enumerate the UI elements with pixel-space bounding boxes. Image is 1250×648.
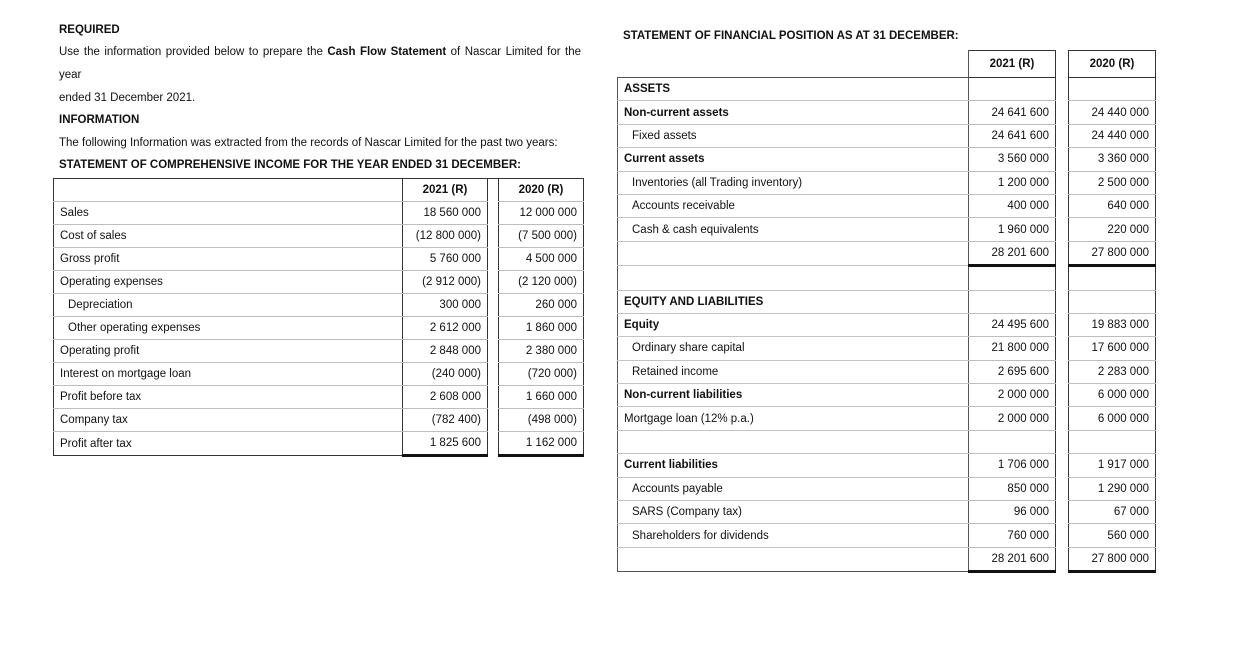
value-2020: (720 000)	[499, 363, 584, 386]
required-heading: REQUIRED	[59, 24, 120, 36]
table-row	[54, 294, 584, 317]
row-label: Ordinary share capital	[618, 337, 969, 360]
table-row	[618, 101, 1156, 124]
value-2020: 1 660 000	[499, 386, 584, 409]
row-label: Profit after tax	[54, 432, 403, 456]
value-2021: (12 800 000)	[403, 225, 488, 248]
row-label: SARS (Company tax)	[618, 501, 969, 524]
financial-position-table	[617, 50, 1156, 573]
financial-position-title: STATEMENT OF FINANCIAL POSITION AS AT 31 DECEMBER:	[623, 30, 959, 42]
row-label: Shareholders for dividends	[618, 524, 969, 547]
table-row	[54, 317, 584, 340]
value-2020: 2 380 000	[499, 340, 584, 363]
position-header-row	[618, 51, 1156, 78]
table-row	[54, 409, 584, 432]
row-label: Current assets	[618, 148, 969, 171]
value-2021: 21 800 000	[969, 337, 1056, 360]
row-label: Operating expenses	[54, 271, 403, 294]
table-row	[618, 171, 1156, 194]
value-2020: 1 162 000	[499, 432, 584, 456]
row-label: Cash & cash equivalents	[618, 218, 969, 241]
value-2021: 1 960 000	[969, 218, 1056, 241]
position-col-2021: 2021 (R)	[969, 51, 1056, 78]
row-label: Retained income	[618, 360, 969, 383]
value-2020: 6 000 000	[1069, 407, 1156, 430]
row-label: Fixed assets	[618, 124, 969, 147]
table-row	[54, 271, 584, 294]
row-label: Profit before tax	[54, 386, 403, 409]
total-equity-liabilities-2021: 28 201 600	[969, 547, 1056, 571]
value-2021: 400 000	[969, 194, 1056, 217]
value-2020: 17 600 000	[1069, 337, 1156, 360]
value-2020: 19 883 000	[1069, 313, 1156, 336]
value-2020: 3 360 000	[1069, 148, 1156, 171]
value-2020: 1 290 000	[1069, 477, 1156, 500]
row-label: Gross profit	[54, 248, 403, 271]
row-label: Current liabilities	[618, 454, 969, 477]
table-row	[618, 194, 1156, 217]
value-2021: 24 641 600	[969, 101, 1056, 124]
row-label: Sales	[54, 202, 403, 225]
value-2021: 18 560 000	[403, 202, 488, 225]
required-instructions	[59, 41, 581, 110]
row-label: Cost of sales	[54, 225, 403, 248]
row-label: Inventories (all Trading inventory)	[618, 171, 969, 194]
table-row	[618, 524, 1156, 547]
value-2021: 2 000 000	[969, 384, 1056, 407]
income-statement-table	[53, 178, 584, 457]
table-row	[54, 202, 584, 225]
table-row	[54, 225, 584, 248]
income-header-row	[54, 179, 584, 202]
table-row	[618, 407, 1156, 430]
table-row	[618, 266, 1156, 290]
value-2020: 260 000	[499, 294, 584, 317]
information-text: The following Information was extracted from the records of Nascar Limited for the past two years:	[59, 137, 558, 149]
table-row	[618, 337, 1156, 360]
value-2020: 640 000	[1069, 194, 1156, 217]
table-row	[618, 78, 1156, 101]
row-label: Accounts payable	[618, 477, 969, 500]
instruction-text-c: of Nascar Limited for the year	[59, 46, 581, 81]
table-row	[618, 360, 1156, 383]
value-2020: 67 000	[1069, 501, 1156, 524]
instruction-text-a: Use the information provided below to prepare the	[59, 46, 328, 58]
total-assets-2021: 28 201 600	[969, 241, 1056, 265]
income-statement-title: STATEMENT OF COMPREHENSIVE INCOME FOR THE YEAR ENDED 31 DECEMBER:	[59, 159, 521, 171]
total-equity-liabilities-2020: 27 800 000	[1069, 547, 1156, 571]
row-label	[618, 547, 969, 571]
table-row	[54, 363, 584, 386]
value-2020: 220 000	[1069, 218, 1156, 241]
value-2021: 1 200 000	[969, 171, 1056, 194]
value-2021: (782 400)	[403, 409, 488, 432]
instruction-line-2: ended 31 December 2021.	[59, 92, 196, 104]
value-2021: 96 000	[969, 501, 1056, 524]
value-2021: (2 912 000)	[403, 271, 488, 294]
table-row	[54, 432, 584, 456]
instruction-cash-flow-statement: Cash Flow Statement	[327, 46, 447, 58]
row-label: Non-current liabilities	[618, 384, 969, 407]
value-2020: (498 000)	[499, 409, 584, 432]
value-2021: 760 000	[969, 524, 1056, 547]
row-label: Accounts receivable	[618, 194, 969, 217]
table-row	[54, 386, 584, 409]
value-2021: 2 848 000	[403, 340, 488, 363]
value-2021: 24 641 600	[969, 124, 1056, 147]
table-row	[618, 384, 1156, 407]
value-2020: (7 500 000)	[499, 225, 584, 248]
income-col-2021: 2021 (R)	[403, 179, 488, 202]
table-row	[618, 241, 1156, 265]
value-2021: 3 560 000	[969, 148, 1056, 171]
row-label: Interest on mortgage loan	[54, 363, 403, 386]
value-2021: 1 706 000	[969, 454, 1056, 477]
value-2021	[969, 430, 1056, 453]
income-header-label	[54, 179, 403, 202]
value-2020	[1069, 266, 1156, 290]
row-label: Operating profit	[54, 340, 403, 363]
table-row	[54, 248, 584, 271]
value-2020	[1069, 290, 1156, 313]
value-2020: 1 917 000	[1069, 454, 1156, 477]
value-2021	[969, 78, 1056, 101]
value-2021: (240 000)	[403, 363, 488, 386]
value-2021: 24 495 600	[969, 313, 1056, 336]
value-2021: 2 000 000	[969, 407, 1056, 430]
value-2020: 560 000	[1069, 524, 1156, 547]
value-2021: 5 760 000	[403, 248, 488, 271]
value-2021	[969, 266, 1056, 290]
value-2020	[1069, 78, 1156, 101]
row-label: Mortgage loan (12% p.a.)	[618, 407, 969, 430]
value-2021: 2 608 000	[403, 386, 488, 409]
value-2021: 850 000	[969, 477, 1056, 500]
row-label: Equity	[618, 313, 969, 336]
value-2020: 12 000 000	[499, 202, 584, 225]
value-2021: 2 695 600	[969, 360, 1056, 383]
row-label: ASSETS	[618, 78, 969, 101]
value-2020: 2 500 000	[1069, 171, 1156, 194]
table-row	[618, 218, 1156, 241]
row-label: Company tax	[54, 409, 403, 432]
row-label: Depreciation	[54, 294, 403, 317]
row-label: EQUITY AND LIABILITIES	[618, 290, 969, 313]
value-2021	[969, 290, 1056, 313]
table-row	[618, 313, 1156, 336]
total-assets-2020: 27 800 000	[1069, 241, 1156, 265]
row-label	[618, 430, 969, 453]
value-2020: 4 500 000	[499, 248, 584, 271]
value-2020: (2 120 000)	[499, 271, 584, 294]
income-col-2020: 2020 (R)	[499, 179, 584, 202]
table-row	[618, 501, 1156, 524]
value-2020: 2 283 000	[1069, 360, 1156, 383]
table-row	[618, 454, 1156, 477]
row-label: Non-current assets	[618, 101, 969, 124]
table-row	[618, 290, 1156, 313]
information-heading: INFORMATION	[59, 114, 140, 126]
row-label	[618, 241, 969, 265]
table-row	[618, 547, 1156, 571]
table-row	[54, 340, 584, 363]
value-2020: 6 000 000	[1069, 384, 1156, 407]
value-2020: 1 860 000	[499, 317, 584, 340]
table-row	[618, 148, 1156, 171]
row-label: Other operating expenses	[54, 317, 403, 340]
value-2021: 2 612 000	[403, 317, 488, 340]
position-col-2020: 2020 (R)	[1069, 51, 1156, 78]
table-row	[618, 430, 1156, 453]
table-row	[618, 477, 1156, 500]
value-2021: 1 825 600	[403, 432, 488, 456]
value-2020: 24 440 000	[1069, 101, 1156, 124]
value-2020	[1069, 430, 1156, 453]
value-2020: 24 440 000	[1069, 124, 1156, 147]
value-2021: 300 000	[403, 294, 488, 317]
row-label	[618, 266, 969, 290]
position-header-label	[618, 51, 969, 78]
table-row	[618, 124, 1156, 147]
